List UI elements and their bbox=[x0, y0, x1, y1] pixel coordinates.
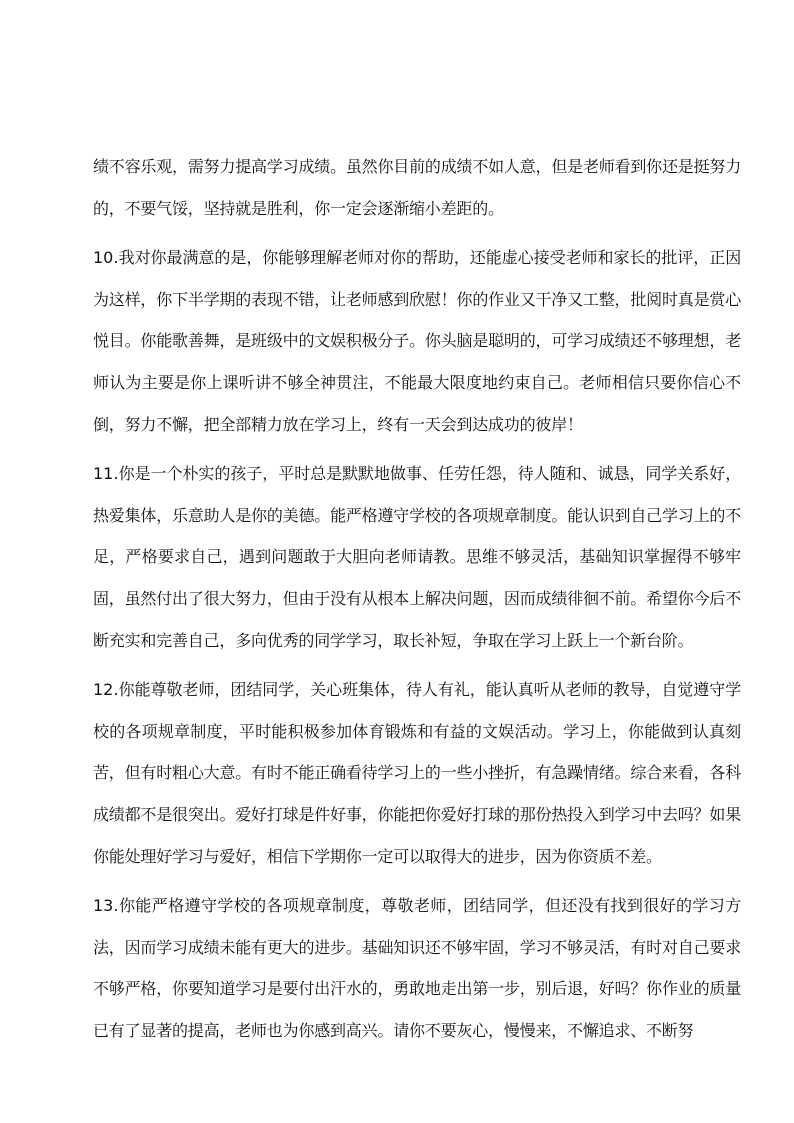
paragraph-10 bbox=[93, 237, 741, 445]
paragraph-number: 10. bbox=[93, 248, 119, 268]
document-page bbox=[93, 146, 741, 1059]
paragraph-number: 13. bbox=[93, 896, 119, 916]
paragraph-text: 你能严格遵守学校的各项规章制度，尊敬老师，团结同学，但还没有找到很好的学习方法，因而学习成绩未能有更大的进步。基础知识还不够牢固，学习不够灵活，有时对自己要求不够严格，你要知道学习是要付出汗水的，勇敢地走出第一步，别后退，好吗？你作业的质量已有了显著的提高，老师也为你感到高兴。请你不要灰心，慢慢来，不懈追求、不断努 bbox=[93, 896, 741, 1040]
paragraph-number: 12. bbox=[93, 680, 119, 700]
paragraph-13 bbox=[93, 885, 741, 1051]
paragraph-continuation bbox=[93, 146, 741, 229]
paragraph-text: 我对你最满意的是，你能够理解老师对你的帮助，还能虚心接受老师和家长的批评，正因为这样，你下半学期的表现不错，让老师感到欣慰！你的作业又干净又工整，批阅时真是赏心悦目。你能歌善舞，是班级中的文娱积极分子。你头脑是聪明的，可学习成绩还不够理想，老师认为主要是你上课听讲不够全神贯注，不能最大限度地约束自己。老师相信只要你信心不倒，努力不懈，把全部精力放在学习上，终有一天会到达成功的彼岸！ bbox=[93, 248, 741, 434]
paragraph-number: 11. bbox=[93, 464, 119, 484]
paragraph-text: 你能尊敬老师，团结同学，关心班集体，待人有礼，能认真听从老师的教导，自觉遵守学校的各项规章制度，平时能积极参加体育锻炼和有益的文娱活动。学习上，你能做到认真刻苦，但有时粗心大意。有时不能正确看待学习上的一些小挫折，有急躁情绪。综合来看，各科成绩都不是很突出。爱好打球是件好事，你能把你爱好打球的那份热投入到学习中去吗？如果你能处理好学习与爱好，相信下学期你一定可以取得大的进步，因为你资质不差。 bbox=[93, 680, 741, 866]
paragraph-11 bbox=[93, 453, 741, 661]
paragraph-text: 你是一个朴实的孩子，平时总是默默地做事、任劳任怨，待人随和、诚恳，同学关系好，热爱集体，乐意助人是你的美德。能严格遵守学校的各项规章制度。能认识到自己学习上的不足，严格要求自己，遇到问题敢于大胆向老师请教。思维不够灵活，基础知识掌握得不够牢固，虽然付出了很大努力，但由于没有从根本上解决问题，因而成绩徘徊不前。希望你今后不断充实和完善自己，多向优秀的同学学习，取长补短，争取在学习上跃上一个新台阶。 bbox=[93, 464, 741, 650]
paragraph-text: 绩不容乐观，需努力提高学习成绩。虽然你目前的成绩不如人意，但是老师看到你还是挺努力的，不要气馁，坚持就是胜利，你一定会逐渐缩小差距的。 bbox=[93, 157, 741, 218]
paragraph-12 bbox=[93, 669, 741, 877]
